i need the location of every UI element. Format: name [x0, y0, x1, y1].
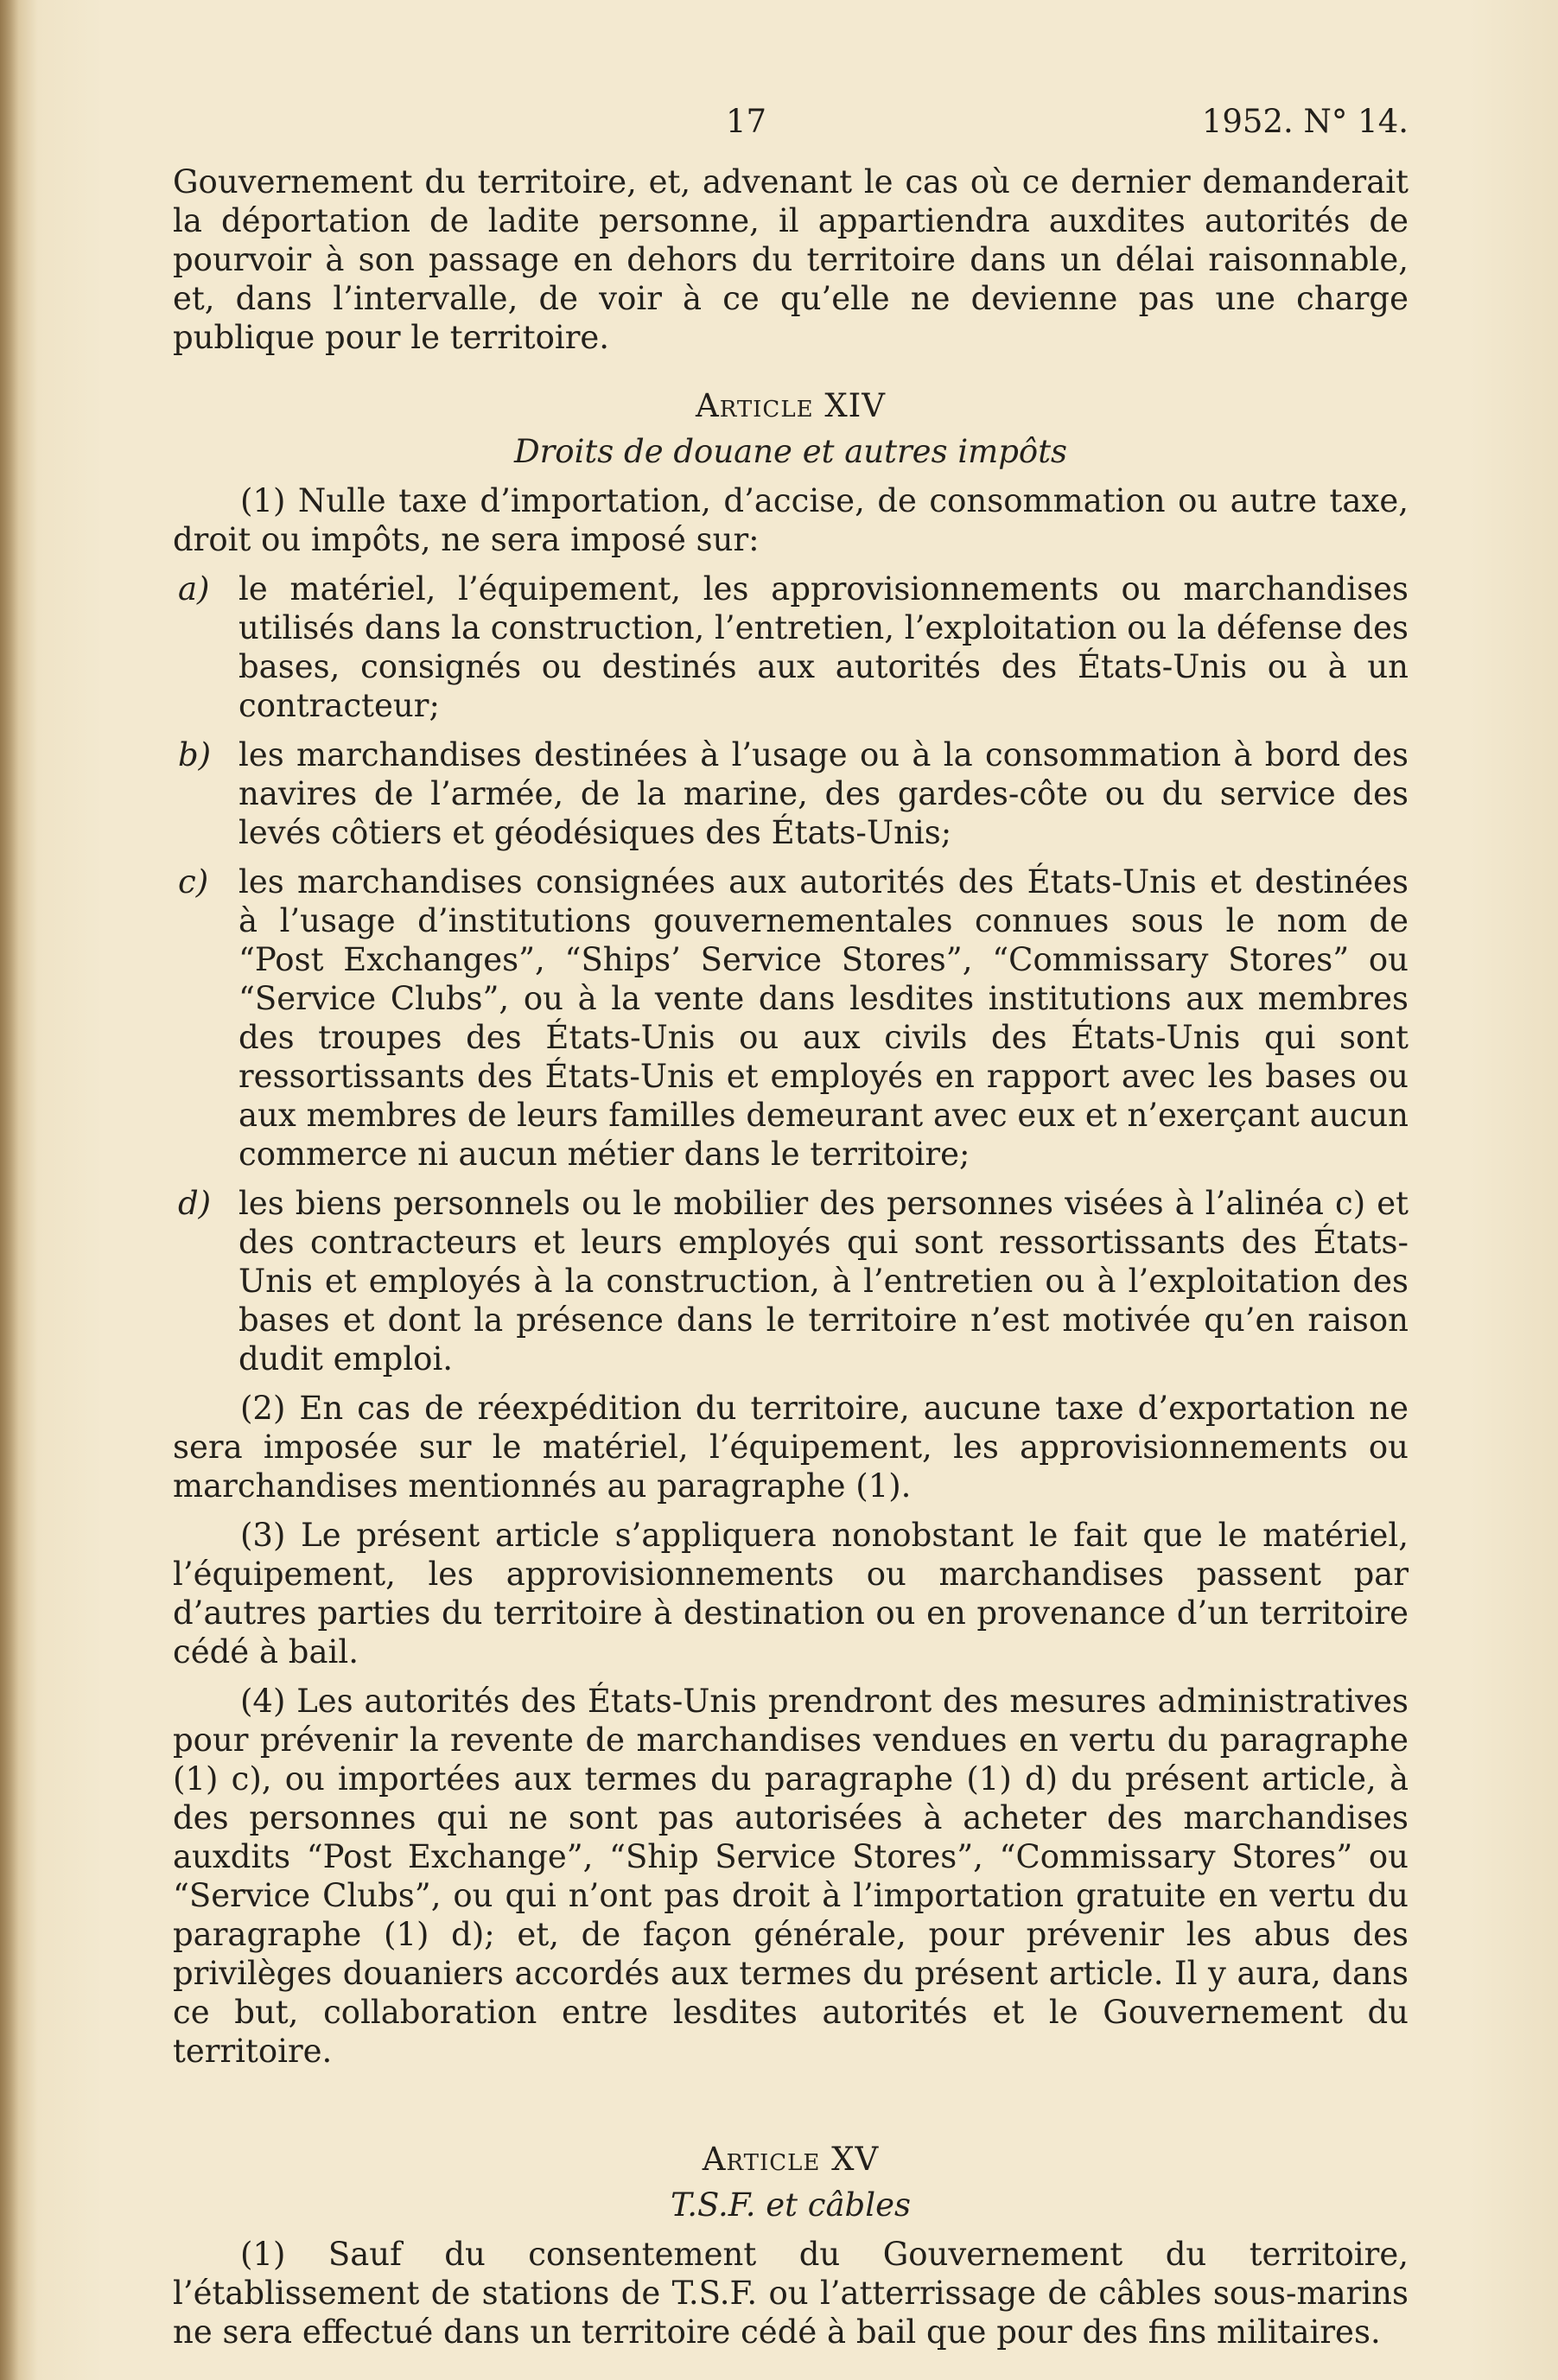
list-item-label: a) [178, 570, 210, 608]
list-item-b [173, 735, 1409, 852]
list-item-text: le matériel, l’équipement, les approvisionnements ou marchandises utilisés dans la construction, l’entretien, l’exploitation ou la défense des bases, consignés ou destinés aux autorités des États-Unis ou à un contracteur; [238, 570, 1409, 724]
article-xiv-paragraph-3: (3) Le présent article s’appliquera nonobstant le fait que le matériel, l’équipement, les approvisionnements ou marchandises passent par d’autres parties du territoire à destination ou en provenance d’un territoire cédé à bail. [173, 1517, 1409, 1670]
list-item-text: les marchandises consignées aux autorités des États-Unis et destinées à l’usage d’institutions gouvernementales connues sous le nom de “Post Exchanges”, “Ships’ Service Stores”, “Commissary Stores” ou “Service Clubs”, ou à la vente dans lesdites institutions aux membres des troupes des États-Unis ou aux civils des États-Unis qui sont ressortissants des États-Unis et employés en rapport avec les bases ou aux membres de leurs familles demeurant avec eux et n’exerçant aucun commerce ni aucun métier dans le territoire; [238, 863, 1409, 1173]
list-item-text: les biens personnels ou le mobilier des personnes visées à l’alinéa c) et des contracteurs et leurs employés qui sont ressortissants des États-Unis et employés à la construction, à l’entretien ou à l’exploitation des bases et dont la présence dans le territoire n’est motivée qu’en raison dudit emploi. [238, 1185, 1409, 1378]
list-item-label: b) [178, 736, 212, 773]
intro-paragraph: Gouvernement du territoire, et, advenant le cas où ce dernier demanderait la déportation de ladite personne, il appartiendra auxdites autorités de pourvoir à son passage en dehors du territoire dans un délai raisonnable, et, dans l’intervalle, de voir à ce qu’elle ne devienne pas une charge publique pour le territoire. [173, 163, 1409, 356]
list-item-label: d) [178, 1185, 212, 1222]
article-xiv-title: Article XIV [695, 387, 887, 424]
article-xv-title: Article XV [702, 2141, 880, 2178]
list-item-label: c) [178, 863, 209, 900]
page-header [173, 102, 1409, 152]
article-xiv-paragraph-1: (1) Nulle taxe d’importation, d’accise, de consommation ou autre taxe, droit ou impôts, ne sera imposé sur: [173, 482, 1409, 558]
list-item-c [173, 862, 1409, 1174]
article-xiv-paragraph-4: (4) Les autorités des États-Unis prendront des mesures administratives pour prévenir la revente de marchandises vendues en vertu du paragraphe (1) c), ou importées aux termes du paragraphe (1) d) du présent article, à des personnes qui ne sont pas autorisées à acheter des marchandises auxdits “Post Exchange”, “Ship Service Stores”, “Commissary Stores” ou “Service Clubs”, ou qui n’ont pas droit à l’importation gratuite en vertu du paragraphe (1) d); et, de façon générale, pour prévenir les abus des privilèges douaniers accordés aux termes du présent article. Il y aura, dans ce but, collaboration entre lesdites autorités et le Gouvernement du territoire. [173, 1683, 1409, 2070]
article-xiv-subtitle: Droits de douane et autres impôts [513, 433, 1068, 470]
issue-number: 1952. N° 14. [1201, 103, 1409, 140]
list-item-a [173, 570, 1409, 725]
article-xiv-paragraph-2: (2) En cas de réexpédition du territoire, aucune taxe d’exportation ne sera imposée sur le matériel, l’équipement, les approvisionnements ou marchandises mentionnés au paragraphe (1). [173, 1390, 1409, 1505]
list-item-text: les marchandises destinées à l’usage ou à la consommation à bord des navires de l’armée, de la marine, des gardes-côte ou du service des levés côtiers et géodésiques des États-Unis; [238, 736, 1409, 851]
list-item-d [173, 1184, 1409, 1378]
page-gutter-shadow [0, 0, 19, 2380]
page-number: 17 [726, 103, 767, 140]
article-xv-paragraph-1: (1) Sauf du consentement du Gouvernement du territoire, l’établissement de stations de T.S.F. ou l’atterrissage de câbles sous-marins ne sera effectué dans un territoire cédé à bail que pour des fins militaires. [173, 2236, 1409, 2351]
page-content [173, 102, 1409, 2351]
article-xv-subtitle: T.S.F. et câbles [671, 2186, 911, 2224]
